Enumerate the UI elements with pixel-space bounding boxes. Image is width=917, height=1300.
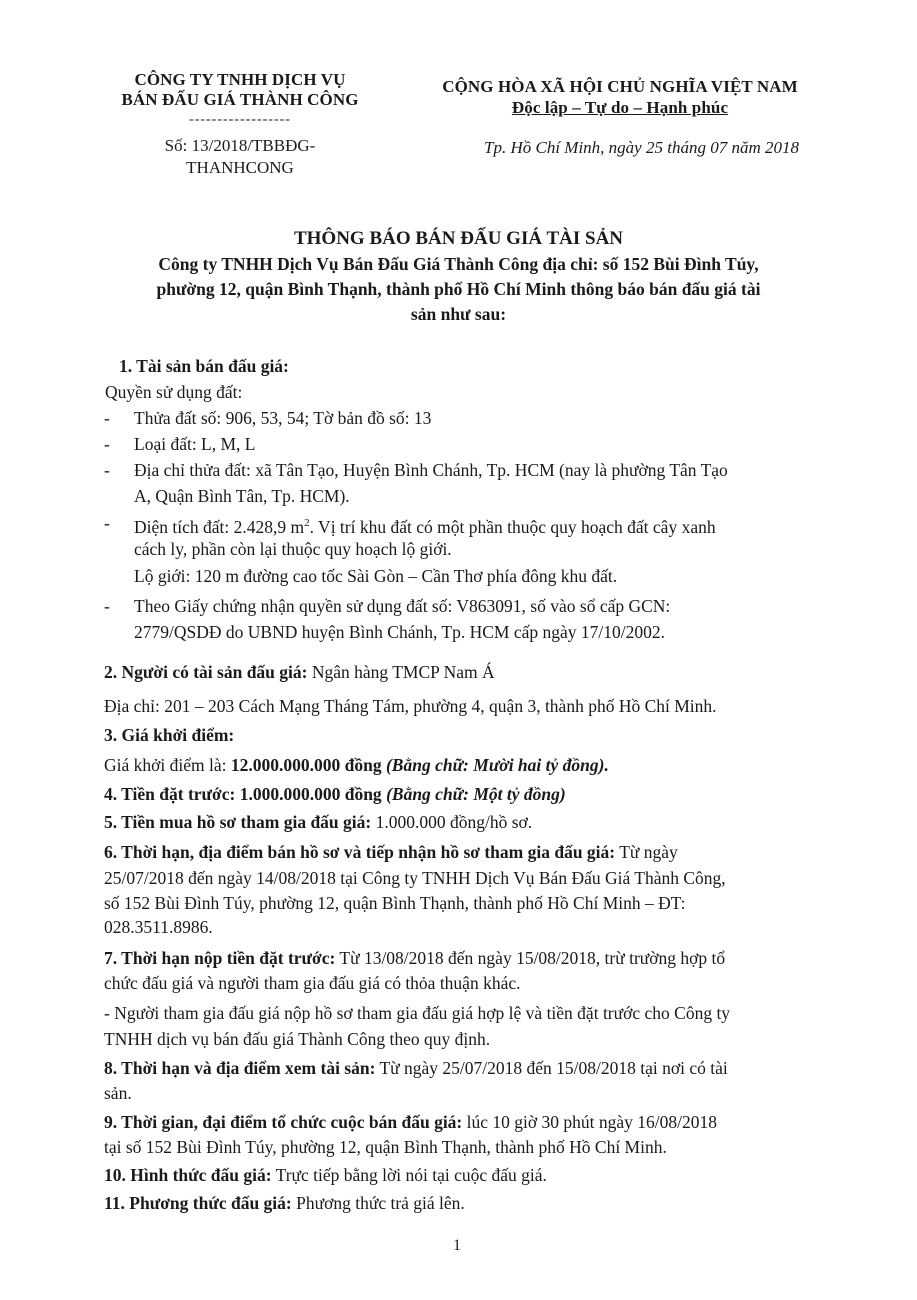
section3-heading: 3. Giá khởi điểm:: [104, 725, 235, 745]
section8-text: Từ ngày 25/07/2018 đến 15/08/2018 tại nơi có tài: [379, 1058, 728, 1078]
dossier-fee-label: 5. Tiền mua hồ sơ tham gia đấu giá:: [104, 812, 372, 832]
dash: -: [104, 596, 110, 616]
section1-subheading: Quyền sử dụng đất:: [105, 382, 243, 402]
bullet-text: cách ly, phần còn lại thuộc quy hoạch lộ giới.: [134, 539, 452, 559]
reference-line1: Số: 13/2018/TBBĐG-: [164, 136, 316, 155]
intro-line3: sản như sau:: [410, 304, 507, 324]
company-name-line2: BÁN ĐẤU GIÁ THÀNH CÔNG: [121, 90, 359, 109]
dash: -: [104, 408, 110, 428]
section10-value: Trực tiếp bằng lời nói tại cuộc đấu giá.: [275, 1165, 547, 1185]
section1-bullet3: [0, 457, 917, 509]
section7-line1: [104, 945, 725, 971]
dash: -: [104, 460, 110, 480]
section6-line2: 25/07/2018 đến ngày 14/08/2018 tại Công ty TNHH Dịch Vụ Bán Đấu Giá Thành Công,: [104, 868, 726, 888]
section11-line: [104, 1190, 465, 1216]
section7-line3: - Người tham gia đấu giá nộp hồ sơ tham gia đấu giá hợp lệ và tiền đặt trước cho Công ty: [104, 1003, 731, 1023]
section1-bullet1: [0, 405, 917, 431]
section7-line2: chức đấu giá và người tham gia đấu giá có thỏa thuận khác.: [104, 973, 521, 993]
intro-line2: phường 12, quận Bình Thạnh, thành phố Hồ Chí Minh thông báo bán đấu giá tài: [156, 279, 761, 299]
nation-title: CỘNG HÒA XÃ HỘI CHỦ NGHĨA VIỆT NAM: [442, 77, 798, 96]
motto-text: Độc lập – Tự do – Hạnh phúc: [511, 98, 729, 117]
reference-number: [110, 135, 370, 179]
section7-line4: TNHH dịch vụ bán đấu giá Thành Công theo quy định.: [104, 1029, 491, 1049]
intro-paragraph: [60, 252, 857, 327]
section2-label: 2. Người có tài sản đấu giá:: [104, 662, 308, 682]
section1-heading: 1. Tài sản bán đấu giá:: [119, 356, 289, 376]
motto: [410, 98, 830, 118]
reference-line2: THANHCONG: [186, 158, 294, 177]
section1-bullet5: [0, 593, 917, 645]
deposit-words: (Bằng chữ: Một tỷ đồng): [386, 784, 566, 804]
area-desc: . Vị trí khu đất có một phần thuộc quy hoạch đất cây xanh: [309, 516, 716, 537]
bullet-text: 2779/QSDĐ do UBND huyện Bình Chánh, Tp. HCM cấp ngày 17/10/2002.: [134, 622, 665, 642]
starting-price-label: Giá khởi điểm là:: [104, 755, 231, 775]
section1-bullet2: [0, 431, 917, 457]
section2-line: [104, 659, 495, 685]
section1-bullet4: [0, 510, 917, 588]
bullet-text: Theo Giấy chứng nhận quyền sử dụng đất số: V863091, số vào sổ cấp GCN:: [134, 596, 671, 616]
section11-label: 11. Phương thức đấu giá:: [104, 1193, 292, 1213]
intro-line1: Công ty TNHH Dịch Vụ Bán Đấu Giá Thành Công địa chỉ: số 152 Bùi Đình Túy,: [158, 254, 759, 274]
starting-price-words: (Bằng chữ: Mười hai tỷ đồng).: [385, 755, 609, 775]
dossier-fee-value: 1.000.000 đồng/hồ sơ.: [375, 812, 533, 832]
section8-label: 8. Thời hạn và địa điểm xem tài sản:: [104, 1058, 376, 1078]
bullet-text: Địa chỉ thửa đất: xã Tân Tạo, Huyện Bình Chánh, Tp. HCM (nay là phường Tân Tạo: [134, 460, 728, 480]
section6-text: Từ ngày: [619, 842, 678, 862]
section9-line1: [104, 1109, 717, 1135]
section8-line1: [104, 1055, 728, 1081]
section6-line3: số 152 Bùi Đình Túy, phường 12, quận Bình Thạnh, thành phố Hồ Chí Minh – ĐT:: [104, 893, 686, 913]
section6-line4: 028.3511.8986.: [104, 917, 213, 937]
section9-text: lúc 10 giờ 30 phút ngày 16/08/2018: [466, 1112, 717, 1132]
section3-line: [104, 752, 609, 778]
bullet-text: Loại đất: L, M, L: [134, 434, 256, 454]
section10-label: 10. Hình thức đấu giá:: [104, 1165, 272, 1185]
bullet-text: Lộ giới: 120 m đường cao tốc Sài Gòn – Cần Thơ phía đông khu đất.: [134, 566, 618, 586]
bullet-text: Thửa đất số: 906, 53, 54; Tờ bản đồ số: 13: [134, 408, 432, 428]
section11-value: Phương thức trả giá lên.: [296, 1193, 465, 1213]
section9-label: 9. Thời gian, đại điểm tổ chức cuộc bán đấu giá:: [104, 1112, 463, 1132]
issue-date: Tp. Hồ Chí Minh, ngày 25 tháng 07 năm 2018: [484, 138, 799, 157]
document-title: THÔNG BÁO BÁN ĐẤU GIÁ TÀI SẢN: [293, 228, 624, 249]
section7-text: Từ 13/08/2018 đến ngày 15/08/2018, trừ trường hợp tổ: [339, 948, 726, 968]
section8-line2: sản.: [104, 1083, 132, 1103]
area-text: Diện tích đất: 2.428,9 m: [134, 516, 305, 537]
section2-value: Ngân hàng TMCP Nam Á: [311, 662, 495, 682]
section5-line: [104, 809, 532, 835]
section7-label: 7. Thời hạn nộp tiền đặt trước:: [104, 948, 336, 968]
section6-label: 6. Thời hạn, địa điểm bán hồ sơ và tiếp nhận hồ sơ tham gia đấu giá:: [104, 842, 616, 862]
bullet-text: A, Quận Bình Tân, Tp. HCM).: [134, 486, 350, 506]
section4-line: [104, 781, 566, 807]
header-separator: ------------------: [189, 112, 291, 127]
dash: -: [104, 513, 110, 533]
deposit-label: 4. Tiền đặt trước: 1.000.000.000 đồng: [104, 784, 382, 804]
area-unit-superscript: 2: [304, 517, 310, 529]
company-name-line1: CÔNG TY TNHH DỊCH VỤ: [134, 70, 346, 89]
section10-line: [104, 1162, 547, 1188]
dash: -: [104, 434, 110, 454]
section2-address: Địa chỉ: 201 – 203 Cách Mạng Tháng Tám, phường 4, quận 3, thành phố Hồ Chí Minh.: [104, 696, 717, 716]
section6-line1: [104, 839, 678, 865]
section9-line2: tại số 152 Bùi Đình Túy, phường 12, quận Bình Thạnh, thành phố Hồ Chí Minh.: [104, 1137, 667, 1157]
page-number: 1: [453, 1237, 461, 1254]
starting-price-amount: 12.000.000.000 đồng: [230, 755, 382, 775]
